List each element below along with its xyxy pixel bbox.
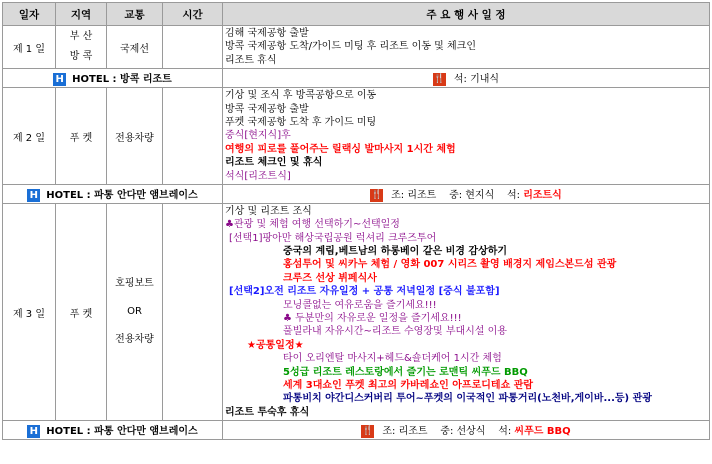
- day3-transport-or: OR: [127, 306, 142, 318]
- hotel-h-icon: H: [27, 189, 40, 202]
- header-row: [3, 3, 710, 26]
- hotel-h-icon: H: [53, 73, 66, 86]
- day3-line: 타이 오리엔탈 마사지+헤드&숄더케어 1시간 체험: [283, 353, 502, 365]
- day1-hotel: [3, 69, 223, 88]
- day2-label: 제 2 일: [3, 88, 56, 185]
- day3-region: 푸 켓: [56, 203, 107, 420]
- day3-line: ♣관광 및 체험 여행 선택하기~선택일정: [225, 219, 400, 231]
- day3-line: 중국의 계림,베트남의 하롱베이 같은 비경 감상하기: [283, 246, 508, 258]
- day3-line: 풀빌라내 자유시간~리조트 수영장및 부대시설 이용: [283, 326, 507, 338]
- day2-hotel-name: HOTEL : 파통 안다만 앰브레이스: [46, 190, 198, 202]
- header-schedule: 주 요 행 사 일 정: [223, 3, 710, 26]
- day3-line: 모닝콜없는 여유로움을 즐기세요!!!: [283, 299, 437, 311]
- day2-line: 기상 및 조식 후 방콕공항으로 이동: [225, 90, 377, 102]
- day3-line: [선택2]오전 리조트 자유일정 + 공통 저녁일정 [중식 불포함]: [229, 286, 500, 298]
- day2-transport: 전용차량: [107, 88, 163, 185]
- day3-transport-2: 전용차량: [115, 334, 154, 346]
- day1-transport: 국제선: [107, 26, 163, 69]
- day3-line: 리조트 투숙후 휴식: [225, 406, 310, 418]
- day3-line: 5성급 리조트 레스토랑에서 즐기는 로맨틱 씨푸드 BBQ: [283, 366, 528, 378]
- day2-meal-breakfast: 조: 리조트: [391, 190, 437, 202]
- header-region: 지역: [56, 3, 107, 26]
- day3-meal-dinner: 씨푸드 BBQ: [514, 426, 571, 438]
- day2-line: 석식[리조트식]: [225, 170, 291, 182]
- day1-hotel-row: [3, 69, 710, 88]
- day3-time: [163, 203, 223, 420]
- header-transport: 교통: [107, 3, 163, 26]
- day3-hotel-name: HOTEL : 파통 안다만 앰브레이스: [46, 426, 198, 438]
- day3-line: 기상 및 리조트 조식: [225, 205, 312, 217]
- day3-meal-dinner-label: 석:: [498, 426, 512, 438]
- day1-region-bottom: 방 콕: [69, 51, 93, 63]
- header-time: 시간: [163, 3, 223, 26]
- day1-region-top: 부 산: [69, 31, 93, 43]
- day3-transport-1: 호핑보트: [115, 278, 154, 290]
- hotel-h-icon: H: [27, 425, 40, 438]
- day2-line: 푸켓 국제공항 도착 후 가이드 미팅: [225, 116, 377, 128]
- day2-line: 방콕 국제공항 출발: [225, 103, 309, 115]
- day2-meal-dinner-label: 석:: [506, 190, 521, 202]
- day3-hotel-row: [3, 421, 710, 440]
- day3-row: [3, 203, 710, 420]
- day2-details: [223, 88, 710, 185]
- day2-hotel-row: [3, 184, 710, 203]
- day1-line: 리조트 휴식: [225, 54, 277, 66]
- day3-label: 제 3 일: [3, 203, 56, 420]
- day3-line: ★공통일정★: [247, 339, 304, 351]
- day1-label: 제 1 일: [3, 26, 56, 69]
- day3-line: 크루즈 선상 뷔페식사: [283, 272, 377, 284]
- day1-row: [3, 26, 710, 69]
- day1-line: 방콕 국제공항 도착/가이드 미팅 후 리조트 이동 및 체크인: [225, 41, 476, 53]
- day1-time: [163, 26, 223, 69]
- day1-meal-dinner: 석: 기내식: [453, 74, 500, 86]
- day3-line: 파통비치 야간디스커버리 투어~푸켓의 이국적인 파통거리(노천바,게이바...등) 관광: [283, 393, 652, 405]
- day2-meals: [223, 184, 710, 203]
- header-day: 일자: [3, 3, 56, 26]
- schedule-table: [2, 2, 710, 440]
- day2-row: [3, 88, 710, 185]
- day3-line: [선택1]팡아만 해상국립공원 럭셔리 크루즈투어: [229, 232, 437, 244]
- fork-knife-icon: 🍴: [371, 189, 383, 200]
- day1-hotel-name: HOTEL : 방콕 리조트: [72, 74, 172, 86]
- day2-time: [163, 88, 223, 185]
- day2-region: 푸 켓: [56, 88, 107, 185]
- day3-hotel: [3, 421, 223, 440]
- day1-details: [223, 26, 710, 69]
- day2-meal-lunch: 중: 현지식: [449, 190, 495, 202]
- day3-line: 홍섬투어 및 씨카누 체험 / 영화 007 시리즈 촬영 배경지 제임스본드섬 관광: [283, 259, 617, 271]
- day2-meal-dinner: 리조트식: [523, 190, 562, 202]
- day3-line: ♣ 두분만의 자유로운 일정을 즐기세요!!!: [283, 313, 462, 325]
- day2-line: 여행의 피로를 풀어주는 릴랙싱 발마사지 1시간 체험: [225, 143, 456, 155]
- fork-knife-icon: 🍴: [362, 425, 374, 436]
- day2-line: 중식[현지식]후: [225, 130, 291, 142]
- fork-knife-icon: 🍴: [433, 73, 445, 84]
- day3-transport: [107, 203, 163, 420]
- day2-line: 리조트 체크인 및 휴식: [225, 157, 323, 169]
- day1-meals: [223, 69, 710, 88]
- day1-region: [56, 26, 107, 69]
- day1-line: 김해 국제공항 출발: [225, 28, 309, 39]
- day3-meal-lunch: 중: 선상식: [440, 426, 486, 438]
- day3-meals: [223, 421, 710, 440]
- day2-hotel: [3, 184, 223, 203]
- day3-line: 세계 3대쇼인 푸켓 최고의 카바레쇼인 아프로디테쇼 관람: [283, 379, 534, 391]
- day3-meal-breakfast: 조: 리조트: [382, 426, 428, 438]
- day3-details: [223, 203, 710, 420]
